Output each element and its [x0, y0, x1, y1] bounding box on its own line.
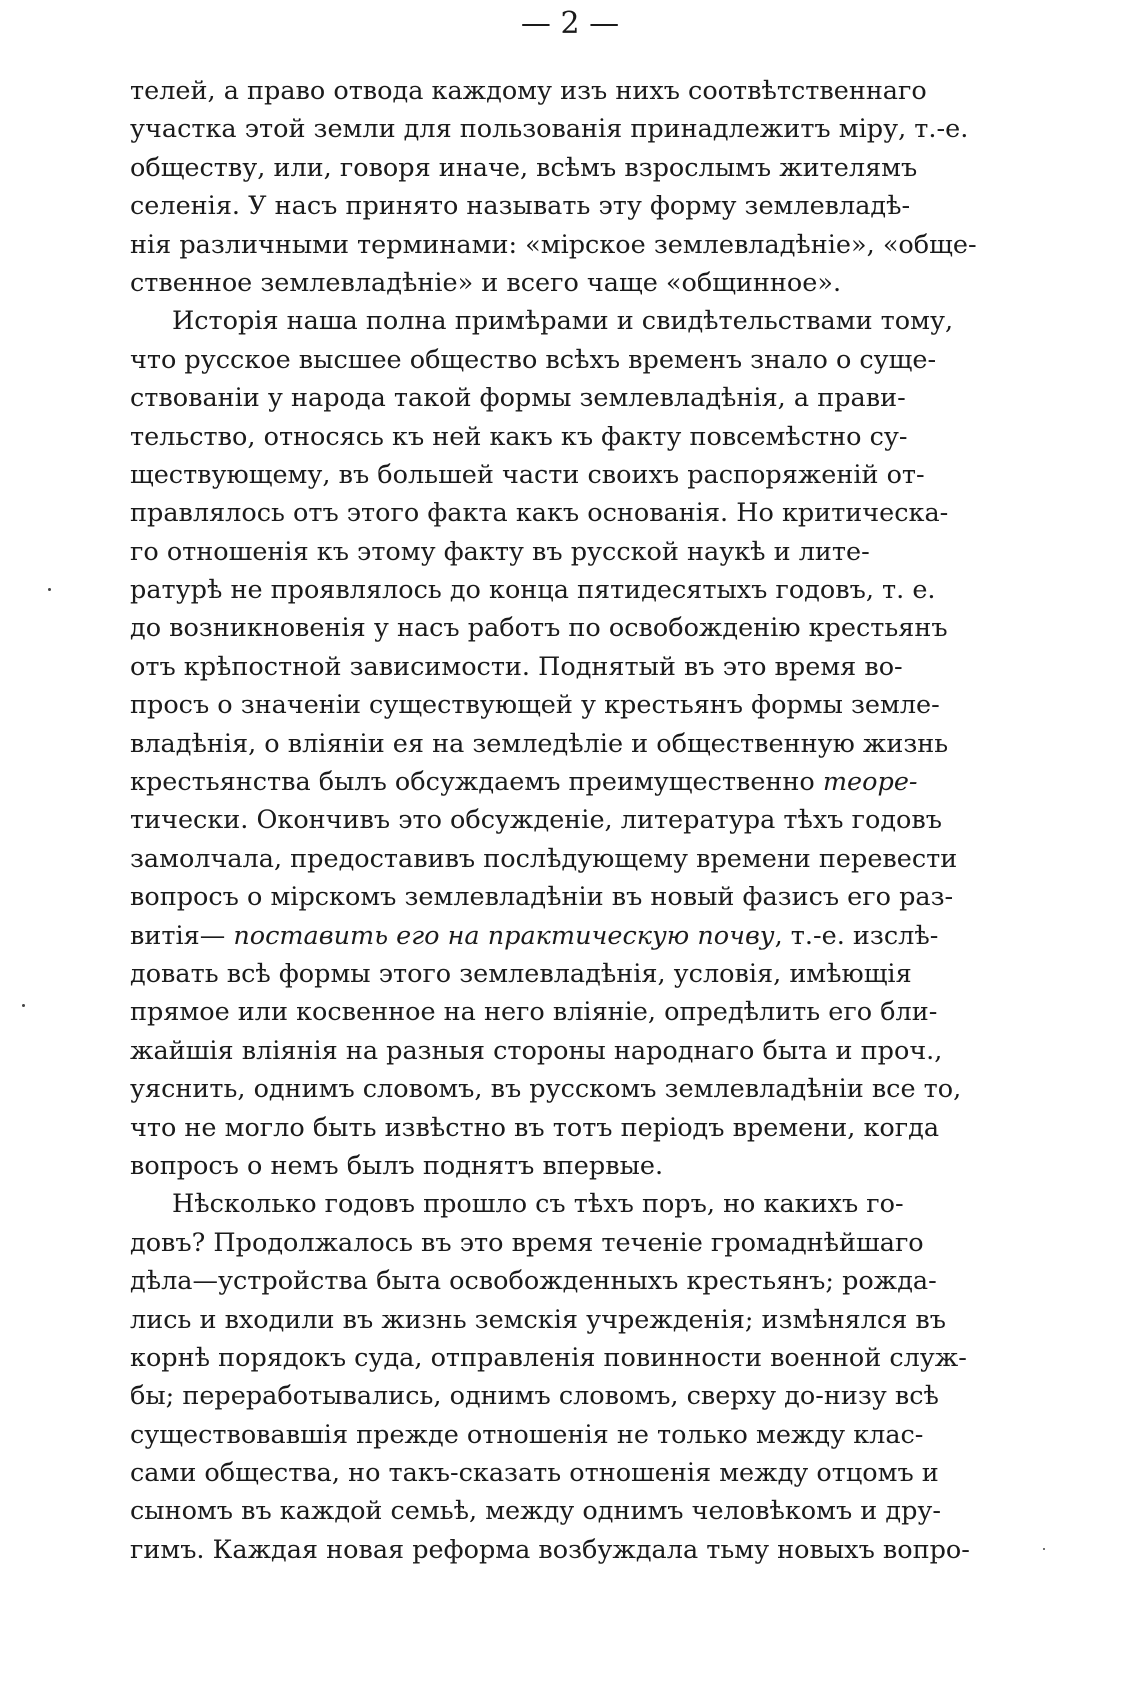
italic-run: теоре- [822, 767, 918, 798]
text-line: что не могло быть извѣстно въ тотъ періодъ времени, когда [130, 1112, 940, 1143]
text-line: дѣла—устройства быта освобожденныхъ крестьянъ; рожда- [130, 1266, 937, 1297]
text-line: нія различными терминами: «мірское землевладѣніе», «обще- [130, 229, 977, 260]
text-line: тельство, относясь къ ней какъ къ факту повсемѣстно су- [130, 421, 908, 452]
text-run: витія— [130, 920, 234, 951]
text-line: вопросъ о мірскомъ землевладѣніи въ новый фазисъ его раз- [130, 882, 954, 913]
text-line: сыномъ въ каждой семьѣ, между однимъ человѣкомъ и дру- [130, 1496, 942, 1527]
text-line [130, 917, 990, 955]
text-line: владѣнія, о вліяніи ея на земледѣліе и общественную жизнь [130, 728, 949, 759]
text-line: бы; переработывались, однимъ словомъ, сверху до-низу всѣ [130, 1381, 939, 1412]
scan-speck [1043, 1548, 1045, 1550]
italic-run: поставить его на практическую почву [233, 920, 775, 951]
text-line: просъ о значеніи существующей у крестьянъ формы земле- [130, 690, 940, 721]
text-run: , т.-е. изслѣ- [774, 920, 939, 951]
page-number: — 2 — [520, 6, 620, 41]
text-line: довать всѣ формы этого землевладѣнія, условія, имѣющія [130, 958, 912, 989]
scan-speck [22, 1004, 25, 1007]
text-line: существовавшія прежде отношенія не только между клас- [130, 1419, 924, 1450]
text-line: тически. Окончивъ это обсужденіе, литература тѣхъ годовъ [130, 805, 942, 836]
text-line: сами общества, но такъ-сказать отношенія между отцомъ и [130, 1458, 939, 1489]
text-line: обществу, или, говоря иначе, всѣмъ взрослымъ жителямъ [130, 152, 918, 183]
text-line: ственное землевладѣніе» и всего чаще «общинное». [130, 267, 842, 298]
text-line: вопросъ о немъ былъ поднятъ впервые. [130, 1150, 664, 1181]
text-line: корнѣ порядокъ суда, отправленія повинности военной служ- [130, 1342, 967, 1373]
text-run: крестьянства былъ обсуждаемъ преимущественно [130, 767, 823, 798]
text-line: го отношенія къ этому факту въ русской наукѣ и лите- [130, 536, 870, 567]
text-line: ствованіи у народа такой формы землевладѣнія, а прави- [130, 383, 906, 414]
text-line: жайшія вліянія на разныя стороны народнаго быта и проч., [130, 1035, 943, 1066]
paragraph-3 [130, 1185, 990, 1569]
text-line: правлялось отъ этого факта какъ основанія. Но критическа- [130, 498, 949, 529]
text-line: отъ крѣпостной зависимости. Поднятый въ это время во- [130, 651, 903, 682]
text-line: участка этой земли для пользованія принадлежитъ міру, т.-е. [130, 114, 969, 145]
text-line: до возникновенія у насъ работъ по освобожденію крестьянъ [130, 613, 948, 644]
paragraph-2 [130, 302, 990, 1185]
text-line: селенія. У насъ принято называть эту форму землевладѣ- [130, 191, 911, 222]
text-line: Нѣсколько годовъ прошло съ тѣхъ поръ, но какихъ го- [172, 1189, 904, 1220]
scan-speck [48, 588, 51, 591]
text-line: довъ? Продолжалось въ это время теченіе громаднѣйшаго [130, 1227, 924, 1258]
text-line: телей, а право отвода каждому изъ нихъ соотвѣтственнаго [130, 76, 927, 106]
text-line: лись и входили въ жизнь земскія учрежденія; измѣнялся въ [130, 1304, 946, 1335]
text-line: ществующему, въ большей части своихъ распоряженій от- [130, 459, 925, 490]
text-line: уяснить, однимъ словомъ, въ русскомъ землевладѣніи все то, [130, 1074, 962, 1105]
text-line [130, 763, 990, 801]
text-line: Исторія наша полна примѣрами и свидѣтельствами тому, [172, 306, 954, 337]
text-line: прямое или косвенное на него вліяніе, опредѣлить его бли- [130, 997, 938, 1028]
page-body [130, 72, 990, 1569]
text-line: что русское высшее общество всѣхъ временъ знало о суще- [130, 344, 937, 375]
text-line: гимъ. Каждая новая реформа возбуждала тьму новыхъ вопро- [130, 1534, 970, 1565]
text-line: ратурѣ не проявлялось до конца пятидесятыхъ годовъ, т. е. [130, 575, 936, 606]
paragraph-1 [130, 72, 990, 302]
text-line: замолчала, предоставивъ послѣдующему времени перевести [130, 843, 958, 874]
